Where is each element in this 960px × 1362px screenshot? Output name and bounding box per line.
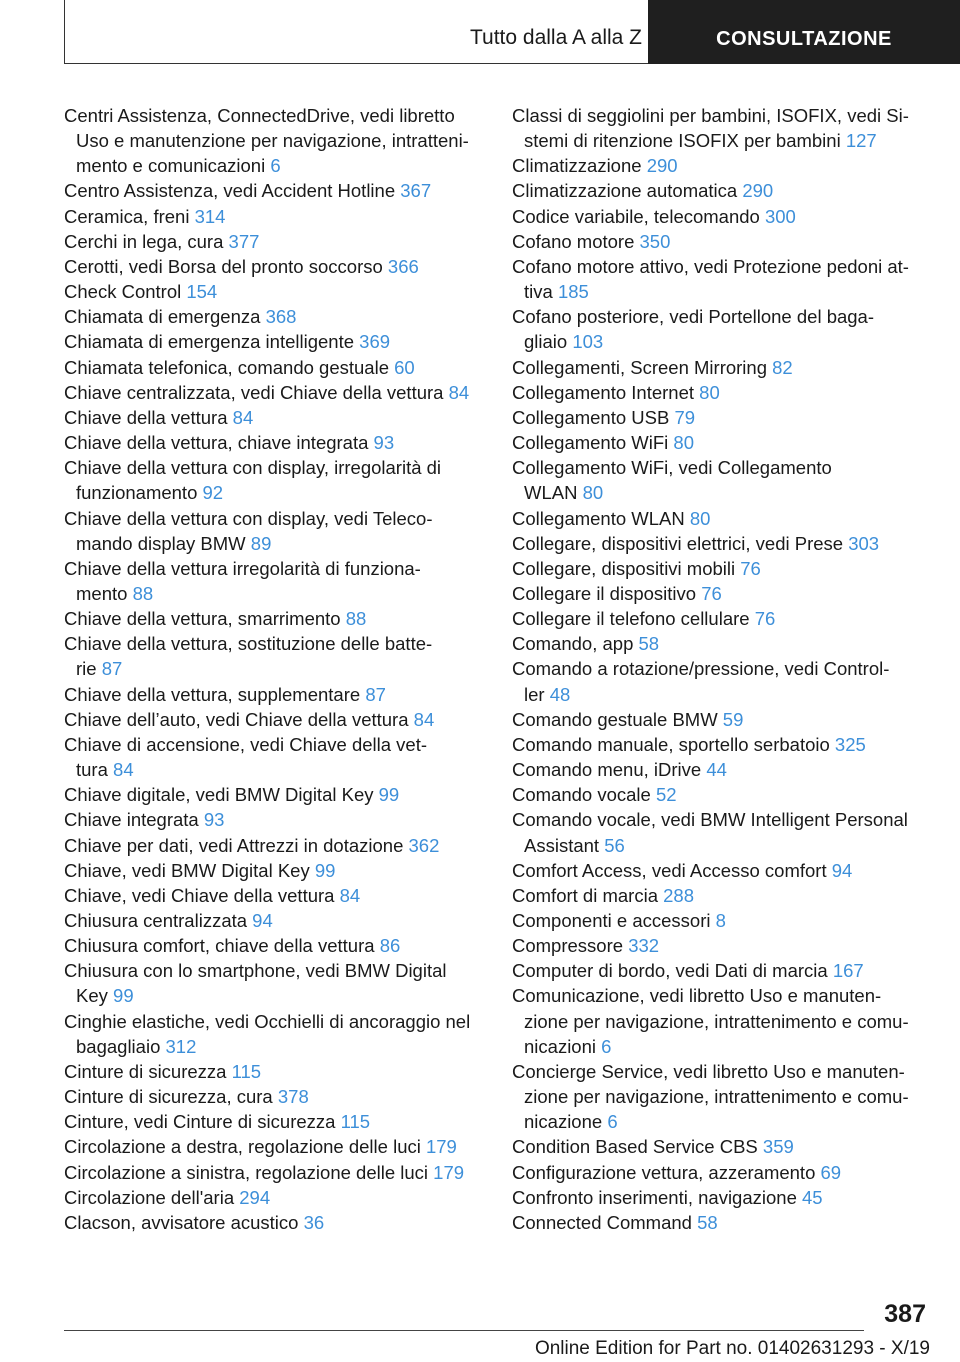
page-reference-link[interactable]: 6	[270, 155, 281, 177]
index-entry	[64, 1009, 484, 1059]
page-reference-link[interactable]: 6	[607, 1111, 618, 1133]
index-entry	[512, 707, 932, 732]
index-entry-text: Ceramica, freni	[64, 205, 195, 227]
index-entry	[64, 908, 484, 933]
index-entry	[512, 1210, 932, 1235]
index-entry-text: Collegamento WLAN	[512, 507, 690, 529]
index-entry-text: Comando vocale	[512, 784, 656, 806]
index-entry-text: Chiave della vettura, chiave integrata	[64, 432, 374, 454]
page-reference-link[interactable]: 76	[701, 582, 722, 604]
page-reference-link[interactable]: 167	[832, 960, 864, 982]
index-entry	[512, 631, 932, 656]
page-reference-link[interactable]: 300	[764, 205, 796, 227]
index-entry-text: tura	[76, 759, 114, 781]
index-entry	[512, 958, 932, 983]
page-reference-link[interactable]: 378	[277, 1086, 309, 1108]
index-entry-text: Comando vocale, vedi BMW Intelligent Personal	[512, 809, 908, 831]
index-entry-text: Cerotti, vedi Borsa del pronto soccorso	[64, 255, 388, 277]
index-column-left	[64, 103, 484, 1235]
page-reference-link[interactable]: 362	[408, 834, 440, 856]
index-entry	[512, 1160, 932, 1185]
index-entry-text: Componenti e accessori	[512, 910, 716, 931]
page-reference-link[interactable]: 115	[231, 1060, 262, 1082]
chapter-tab	[648, 0, 960, 64]
page-reference-link[interactable]: 56	[604, 834, 625, 856]
index-entry	[64, 103, 484, 178]
page-reference-link[interactable]: 367	[400, 180, 432, 202]
index-entry-text: Chiave della vettura, sostituzione delle batte-	[64, 633, 433, 655]
index-entry	[64, 1109, 484, 1134]
page-reference-link[interactable]: 88	[132, 582, 154, 604]
index-entry-text: Cinture, vedi Cinture di sicurezza	[64, 1111, 341, 1133]
page-reference-link[interactable]: 84	[232, 406, 254, 428]
page-reference-link[interactable]: 294	[239, 1186, 271, 1208]
page-reference-link[interactable]: 303	[848, 532, 880, 554]
index-entry-text: Cinture di sicurezza	[64, 1060, 232, 1082]
index-entry	[512, 355, 932, 380]
page-reference-link[interactable]: 290	[742, 180, 774, 202]
index-entry-text: Circolazione dell'aria	[64, 1186, 240, 1208]
index-entry-text: Comunicazione, vedi libretto Uso e manuten-	[512, 985, 882, 1007]
index-entry	[512, 103, 932, 153]
header-bottom-rule	[64, 63, 648, 64]
page-reference-link[interactable]: 48	[549, 683, 571, 705]
index-entry-text: Cofano motore	[512, 230, 640, 252]
index-entry	[64, 506, 484, 556]
page-reference-link[interactable]: 88	[345, 608, 367, 630]
page-reference-link[interactable]: 369	[359, 331, 391, 353]
index-entry	[512, 782, 932, 807]
page-reference-link[interactable]: 94	[831, 859, 853, 881]
index-entry-text: Collegamento WiFi	[512, 432, 674, 454]
index-entry-text: Comfort Access, vedi Accesso comfort	[512, 859, 832, 881]
page-reference-link[interactable]: 288	[663, 884, 694, 906]
index-entry	[64, 279, 484, 304]
index-entry	[64, 1185, 484, 1210]
index-entry	[512, 933, 932, 958]
page-reference-link[interactable]: 79	[674, 406, 696, 428]
index-column-right	[512, 103, 932, 1235]
index-entry	[64, 380, 484, 405]
page-reference-link[interactable]: 84	[339, 884, 361, 906]
index-entry	[64, 1084, 484, 1109]
page-reference-link[interactable]: 93	[373, 432, 395, 454]
index-entry	[64, 254, 484, 279]
index-entry-text: Chiamata telefonica, comando gestuale	[64, 356, 395, 378]
index-entry	[512, 506, 932, 531]
index-entry	[512, 606, 932, 631]
index-entry-text: bagagliaio	[76, 1035, 166, 1057]
page-reference-link[interactable]: 80	[689, 507, 711, 529]
index-entry-text: Chiave della vettura con display, vedi Teleco-	[64, 507, 433, 529]
index-entry-text: Cinture di sicurezza, cura	[64, 1086, 278, 1108]
index-entry-text: Comando gestuale BMW	[512, 708, 723, 730]
index-entry-text: tiva	[524, 281, 558, 303]
index-entry	[512, 178, 932, 203]
index-entry	[512, 883, 932, 908]
index-entry	[512, 204, 932, 229]
page-reference-link[interactable]: 93	[203, 809, 225, 831]
index-entry-text: mando display BMW	[76, 532, 251, 554]
index-entry	[64, 405, 484, 430]
index-entry	[512, 531, 932, 556]
index-entry	[512, 455, 932, 505]
page-reference-link[interactable]: 179	[425, 1136, 457, 1158]
index-entry	[512, 656, 932, 706]
index-entry	[64, 329, 484, 354]
page-reference-link[interactable]: 115	[340, 1111, 371, 1133]
index-entry-text: zione per navigazione, intrattenimento e comu-	[524, 1086, 909, 1108]
page-reference-link[interactable]: 8	[715, 910, 726, 931]
page-reference-link[interactable]: 99	[378, 784, 400, 806]
index-entry	[64, 229, 484, 254]
index-entry-text: Comfort di marcia	[512, 884, 664, 906]
page-reference-link[interactable]: 127	[845, 130, 877, 152]
index-entry-text: Collegamento WiFi, vedi Collegamento	[512, 457, 832, 479]
page-reference-link[interactable]: 332	[628, 935, 660, 957]
page-reference-link[interactable]: 80	[699, 381, 720, 403]
page-reference-link[interactable]: 45	[802, 1186, 823, 1208]
index-entry-text: Chiave della vettura irregolarità di funziona-	[64, 557, 421, 579]
index-entry	[64, 883, 484, 908]
index-entry-text: mento e comunicazioni	[76, 155, 271, 177]
index-entry	[512, 908, 932, 933]
page-reference-link[interactable]: 80	[582, 482, 604, 504]
page-reference-link[interactable]: 84	[448, 381, 470, 403]
edition-footer: Online Edition for Part no. 01402631293 - X/19	[534, 1338, 930, 1359]
index-entry	[64, 782, 484, 807]
page-reference-link[interactable]: 290	[646, 155, 678, 177]
index-entry-text: Cofano posteriore, vedi Portellone del baga-	[512, 306, 875, 328]
index-entry-text: mento	[76, 582, 133, 604]
index-entry-text: nicazione	[524, 1111, 608, 1133]
page-reference-link[interactable]: 185	[557, 281, 589, 303]
page-reference-link[interactable]: 58	[638, 633, 660, 655]
index-entry	[64, 455, 484, 505]
index-entry	[64, 355, 484, 380]
page-reference-link[interactable]: 76	[754, 608, 776, 630]
index-entry	[512, 1185, 932, 1210]
index-entry-text: Comando manuale, sportello serbatoio	[512, 733, 835, 755]
index-entry-text: Centri Assistenza, ConnectedDrive, vedi libretto	[64, 105, 455, 126]
page-reference-link[interactable]: 89	[250, 532, 272, 554]
page-reference-link[interactable]: 368	[265, 306, 297, 328]
index-entry-text: Climatizzazione automatica	[512, 180, 743, 202]
index-entry-text: rie	[76, 658, 102, 680]
page-reference-link[interactable]: 154	[186, 281, 218, 303]
index-entry-text: Comando a rotazione/pressione, vedi Control-	[512, 658, 890, 680]
page-reference-link[interactable]: 52	[655, 784, 677, 806]
chapter-label: CONSULTAZIONE	[716, 27, 892, 50]
index-entry-text: Collegare, dispositivi mobili	[512, 557, 741, 579]
page-reference-link[interactable]: 84	[413, 708, 435, 730]
page-reference-link[interactable]: 80	[673, 432, 694, 454]
index-entry-text: Comando menu, iDrive	[512, 759, 707, 781]
index-entry-text: Check Control	[64, 281, 187, 303]
page-reference-link[interactable]: 99	[113, 985, 134, 1007]
index-entry	[64, 556, 484, 606]
index-entry-text: zione per navigazione, intrattenimento e comu-	[524, 1010, 909, 1032]
index-entry-text: Chiave dell’auto, vedi Chiave della vettura	[64, 708, 414, 730]
page-reference-link[interactable]: 359	[762, 1136, 794, 1158]
page-reference-link[interactable]: 350	[639, 230, 671, 252]
index-entry-text: Climatizzazione	[512, 155, 647, 177]
index-entry	[64, 304, 484, 329]
index-entry	[512, 229, 932, 254]
page-reference-link[interactable]: 312	[165, 1035, 197, 1057]
index-entry-text: Connected Command	[512, 1211, 698, 1233]
index-entry-text: Chiave della vettura	[64, 406, 233, 428]
index-entry	[64, 707, 484, 732]
index-entry	[512, 304, 932, 354]
index-entry-text: Concierge Service, vedi libretto Uso e manuten-	[512, 1060, 905, 1082]
index-entry-text: Chiave, vedi BMW Digital Key	[64, 859, 315, 881]
index-entry-text: Collegamenti, Screen Mirroring	[512, 356, 773, 378]
index-entry	[512, 983, 932, 1058]
index-entry-text: Chiave della vettura, smarrimento	[64, 608, 346, 630]
page-reference-link[interactable]: 76	[740, 557, 761, 579]
index-entry-text: Chiave della vettura con display, irregolarità di	[64, 457, 442, 479]
index-entry	[512, 732, 932, 757]
page-reference-link[interactable]: 87	[365, 683, 386, 705]
header-left-rule	[64, 0, 65, 64]
index-entry-text: Circolazione a sinistra, regolazione delle luci	[64, 1161, 434, 1183]
index-entry-text: funzionamento	[76, 482, 203, 504]
index-entry-text: WLAN	[524, 482, 583, 504]
index-entry-text: Configurazione vettura, azzeramento	[512, 1161, 821, 1183]
index-entry-text: Centro Assistenza, vedi Accident Hotline	[64, 180, 401, 202]
index-entry	[512, 858, 932, 883]
index-entry	[512, 757, 932, 782]
page-reference-link[interactable]: 87	[101, 658, 123, 680]
page-number: 387	[884, 1300, 926, 1328]
index-entry	[64, 1160, 484, 1185]
index-entry	[64, 807, 484, 832]
index-entry	[512, 556, 932, 581]
index-entry	[512, 405, 932, 430]
page-reference-link[interactable]: 314	[194, 205, 226, 227]
index-entry-text: Chiusura comfort, chiave della vettura	[64, 935, 380, 957]
index-entry-text: stemi di ritenzione ISOFIX per bambini	[524, 130, 846, 152]
index-entry-text: Compressore	[512, 935, 629, 957]
index-entry-text: nicazioni	[524, 1035, 602, 1057]
page-reference-link[interactable]: 366	[387, 255, 419, 277]
index-entry-text: Uso e manutenzione per navigazione, intratteni-	[76, 130, 469, 152]
index-entry	[512, 1059, 932, 1134]
index-entry-text: Chiave per dati, vedi Attrezzi in dotazione	[64, 834, 409, 856]
index-entry	[64, 631, 484, 681]
index-entry-text: Collegamento Internet	[512, 381, 700, 403]
index-entry-text: Chiave centralizzata, vedi Chiave della vettura	[64, 381, 449, 403]
index-entry	[64, 933, 484, 958]
index-entry	[64, 1134, 484, 1159]
page-reference-link[interactable]: 325	[834, 733, 866, 755]
index-entry-text: Chiave della vettura, supplementare	[64, 683, 366, 705]
footer-rule	[64, 1330, 864, 1331]
page-reference-link[interactable]: 86	[379, 935, 401, 957]
index-entry-text: Key	[76, 985, 114, 1007]
index-entry-text: gliaio	[524, 331, 573, 353]
index-entry	[64, 1210, 484, 1235]
index-entry	[64, 958, 484, 1008]
index-entry-text: Collegare il dispositivo	[512, 582, 702, 604]
index-entry	[64, 178, 484, 203]
page-reference-link[interactable]: 103	[572, 331, 604, 353]
page-reference-link[interactable]: 58	[697, 1211, 718, 1233]
index-entry-text: Chiusura centralizzata	[64, 910, 253, 931]
index-entry-text: Assistant	[524, 834, 605, 856]
page-reference-link[interactable]: 179	[433, 1161, 465, 1183]
index-entry-text: Clacson, avvisatore acustico	[64, 1211, 304, 1233]
index-entry-text: Comando, app	[512, 633, 639, 655]
index-entry-text: Chiusura con lo smartphone, vedi BMW Digital	[64, 960, 447, 982]
index-entry-text: Chiave digitale, vedi BMW Digital Key	[64, 784, 379, 806]
index-entry	[512, 254, 932, 304]
page-reference-link[interactable]: 82	[772, 356, 793, 378]
index-entry	[64, 833, 484, 858]
page-reference-link[interactable]: 377	[228, 230, 260, 252]
index-entry-text: Circolazione a destra, regolazione delle luci	[64, 1136, 426, 1158]
index-entry-text: Chiave integrata	[64, 809, 204, 831]
index-entry-text: ler	[524, 683, 550, 705]
index-entry-text: Cofano motore attivo, vedi Protezione pedoni at-	[512, 255, 909, 277]
index-entry-text: Computer di bordo, vedi Dati di marcia	[512, 960, 833, 982]
index-entry	[512, 380, 932, 405]
index-entry	[64, 732, 484, 782]
index-entry	[64, 858, 484, 883]
index-entry-text: Collegare, dispositivi elettrici, vedi Prese	[512, 532, 849, 554]
page-reference-link[interactable]: 36	[303, 1211, 325, 1233]
index-entry-text: Chiamata di emergenza	[64, 306, 266, 328]
index-entry-text: Condition Based Service CBS	[512, 1136, 763, 1158]
index-entry-text: Cinghie elastiche, vedi Occhielli di ancoraggio nel	[64, 1010, 471, 1032]
page-reference-link[interactable]: 84	[113, 759, 134, 781]
index-entry	[512, 581, 932, 606]
index-entry-text: Cerchi in lega, cura	[64, 230, 229, 252]
section-label: Tutto dalla A alla Z	[470, 26, 642, 49]
index-entry-text: Collegamento USB	[512, 406, 675, 428]
page-reference-link[interactable]: 6	[601, 1035, 612, 1057]
index-entry	[512, 807, 932, 857]
index-entry-text: Collegare il telefono cellulare	[512, 608, 755, 630]
page-reference-link[interactable]: 44	[706, 759, 727, 781]
page-reference-link[interactable]: 94	[252, 910, 273, 931]
index-entry	[64, 1059, 484, 1084]
index-entry-text: Confronto inserimenti, navigazione	[512, 1186, 802, 1208]
index-entry-text: Chiave di accensione, vedi Chiave della vet-	[64, 733, 428, 755]
index-entry-text: Classi di seggiolini per bambini, ISOFIX, vedi Si-	[512, 105, 909, 126]
index-entry	[64, 682, 484, 707]
index-entry-text: Codice variabile, telecomando	[512, 205, 765, 227]
index-entry	[512, 430, 932, 455]
index-entry	[64, 204, 484, 229]
index-entry-text: Chiave, vedi Chiave della vettura	[64, 884, 340, 906]
index-entry	[512, 1134, 932, 1159]
page-reference-link[interactable]: 92	[202, 482, 224, 504]
page-reference-link[interactable]: 99	[314, 859, 336, 881]
page-reference-link[interactable]: 59	[722, 708, 744, 730]
index-entry	[64, 430, 484, 455]
page-reference-link[interactable]: 69	[820, 1161, 842, 1183]
index-entry	[512, 153, 932, 178]
index-entry-text: Chiamata di emergenza intelligente	[64, 331, 360, 353]
page-reference-link[interactable]: 60	[394, 356, 415, 378]
index-entry	[64, 606, 484, 631]
